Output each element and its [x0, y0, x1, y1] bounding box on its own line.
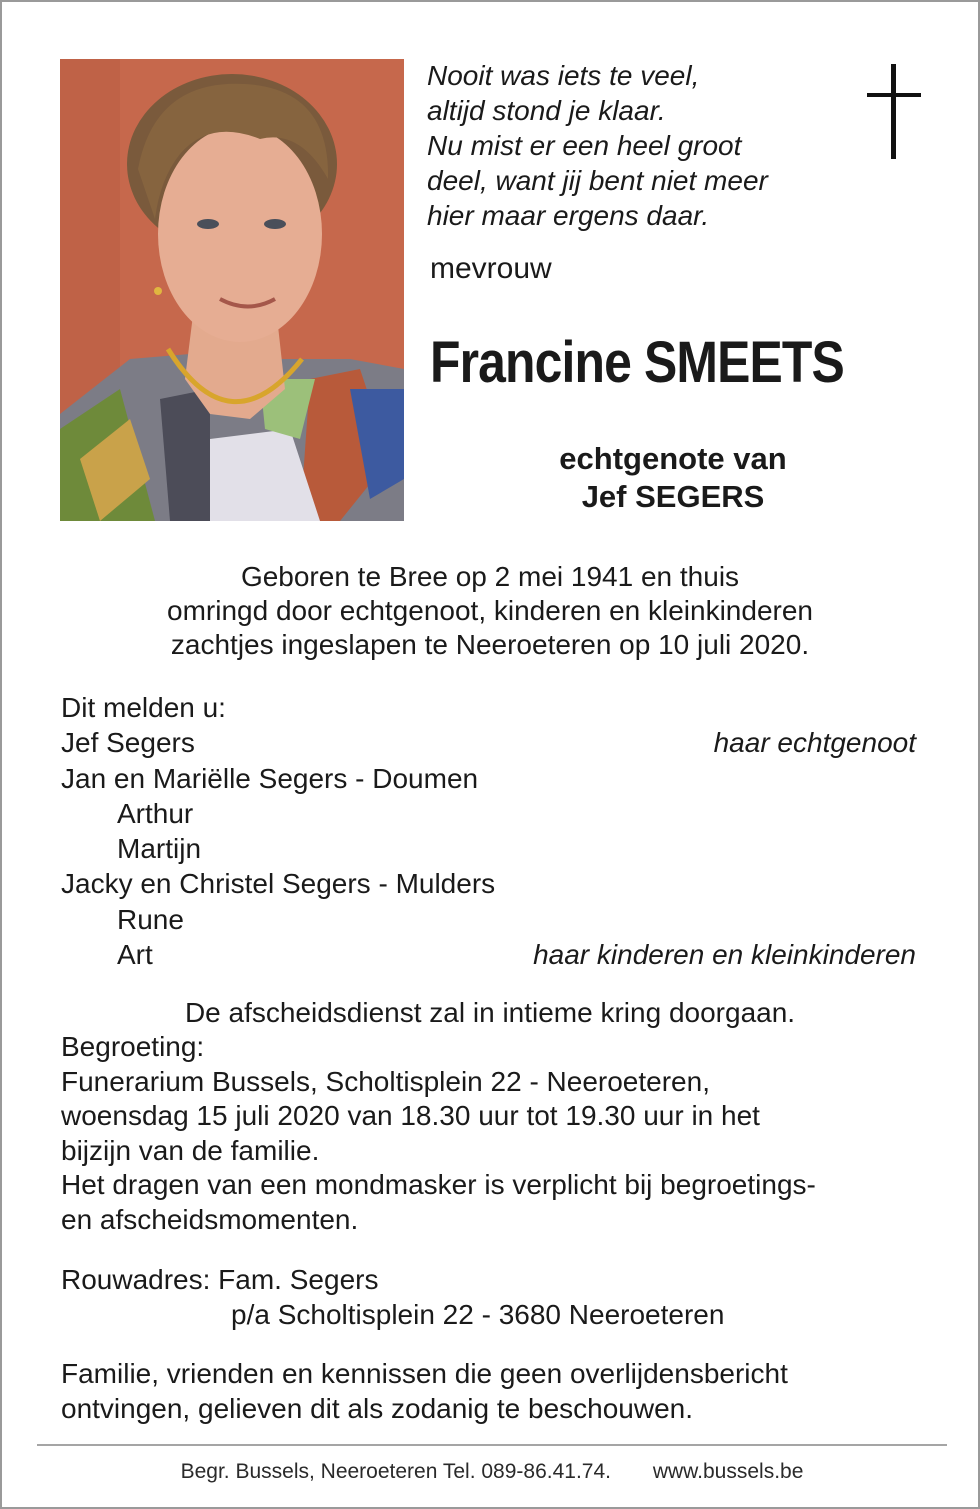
address-line: Rouwadres: Fam. Segers: [61, 1264, 379, 1295]
family-name: Arthur: [117, 797, 194, 829]
birth-line: zachtjes ingeslapen te Neeroeteren op 10 juli 2020.: [170, 629, 810, 660]
notice-line: ontvingen, gelieven dit als zodanig te beschouwen.: [61, 1393, 693, 1424]
family-name: Rune: [117, 903, 184, 935]
portrait-photo: [60, 59, 404, 521]
family-relation: haar echtgenoot: [713, 727, 916, 759]
family-name: Jan en Mariëlle Segers - Doumen: [61, 762, 479, 794]
family-name: Jef Segers: [61, 727, 195, 759]
announce-intro: Dit melden u:: [61, 692, 226, 723]
service-line: woensdag 15 juli 2020 van 18.30 uur tot 19.30 uur in het: [61, 1100, 760, 1131]
spouse-name: Jef SEGERS: [581, 479, 765, 514]
poem-line: Nu mist er een heel groot: [427, 130, 742, 161]
mourning-address: [61, 1262, 921, 1332]
family-entry: [61, 831, 916, 866]
deceased-name: Francine SMEETS: [430, 330, 844, 395]
service-line: Begroeting:: [61, 1031, 205, 1062]
poem-line: deel, want jij bent niet meer: [427, 165, 768, 196]
birth-line: omringd door echtgenoot, kinderen en kleinkinderen: [167, 595, 813, 626]
service-line: De afscheidsdienst zal in intieme kring doorgaan.: [184, 997, 796, 1028]
salutation: mevrouw: [430, 252, 552, 285]
family-entry: [61, 761, 916, 796]
notice-text: [61, 1356, 921, 1426]
undertaker-info: Begr. Bussels, Neeroeteren Tel. 089-86.41.74.: [180, 1460, 611, 1483]
family-entry: [61, 937, 916, 972]
footer: [2, 1460, 980, 1484]
memorial-poem: [427, 58, 768, 233]
service-line: Het dragen van een mondmasker is verplicht bij begroetings-: [61, 1169, 816, 1200]
birth-line: Geboren te Bree op 2 mei 1941 en thuis: [240, 561, 740, 592]
website-link[interactable]: www.bussels.be: [652, 1460, 804, 1483]
service-line: en afscheidsmomenten.: [61, 1203, 359, 1235]
cross-icon: [864, 64, 924, 165]
spouse-intro: echtgenote van: [559, 441, 787, 476]
footer-divider: [37, 1444, 947, 1446]
service-line: bijzijn van de familie.: [61, 1134, 320, 1166]
announcing-family: [61, 690, 916, 972]
address-line: p/a Scholtisplein 22 - 3680 Neeroeteren: [231, 1299, 725, 1330]
family-entry: [61, 866, 916, 901]
family-entry: [61, 725, 916, 760]
service-line: Funerarium Bussels, Scholtisplein 22 - Neeroeteren,: [61, 1065, 710, 1097]
birth-death-info: [62, 560, 918, 662]
family-name: Martijn: [117, 833, 202, 865]
family-name: Art: [117, 939, 153, 971]
family-entry: [61, 902, 916, 937]
notice-line: Familie, vrienden en kennissen die geen overlijdensbericht: [61, 1358, 788, 1389]
family-entry: [61, 796, 916, 831]
spouse-block: [440, 440, 906, 516]
poem-line: altijd stond je klaar.: [427, 95, 666, 126]
poem-line: Nooit was iets te veel,: [427, 60, 700, 91]
service-info: [61, 1030, 921, 1237]
family-name: Jacky en Christel Segers - Mulders: [61, 868, 496, 900]
poem-line: hier maar ergens daar.: [427, 200, 710, 231]
family-relation: haar kinderen en kleinkinderen: [533, 939, 916, 971]
